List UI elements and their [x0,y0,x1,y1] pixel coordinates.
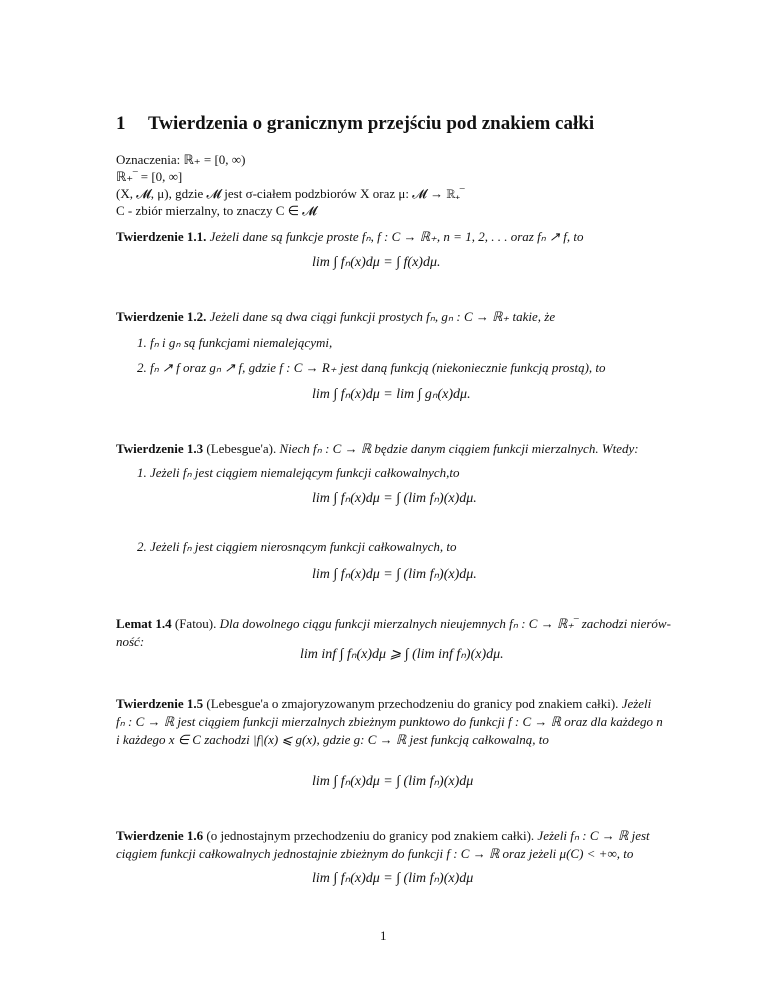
theorem-item: 1. fₙ i gₙ są funkcjami niemalejącymi, [137,335,333,350]
theorem-item: 2. Jeżeli fₙ jest ciągiem nierosnącym funkcji całkowalnych, to [137,539,457,554]
lemma-text: ność: [116,634,145,649]
theorem-1-2 [116,308,716,326]
theorem-attribution: (Lebesgue'a). [206,441,277,456]
lemma-attribution: (Fatou). [174,616,217,631]
formula-1-3-b: lim ∫ fₙ(x)dμ = ∫ (lim fₙ)(x)dμ. [312,567,477,582]
theorem-text: Jeżeli dane są funkcje proste fₙ, f : C → ℝ₊, n = 1, 2, . . . oraz fₙ ↗ f, to [209,229,584,244]
formula-1-4: lim inf ∫ fₙ(x)dμ ⩾ ∫ (lim inf fₙ)(x)dμ. [300,647,504,662]
theorem-1-6 [116,827,716,863]
notation-line: ℝ₊‾ = [0, ∞] [116,169,183,184]
formula-1-2: lim ∫ fₙ(x)dμ = lim ∫ gₙ(x)dμ. [312,387,471,402]
lemma-label: Lemat 1.4 [116,616,172,631]
section-number: 1 [116,113,126,134]
theorem-attribution: (Lebesgue'a o zmajoryzowanym przechodzeniu do granicy pod znakiem całki). [206,696,619,711]
section-heading [116,113,594,135]
formula-1-3-a: lim ∫ fₙ(x)dμ = ∫ (lim fₙ)(x)dμ. [312,491,477,506]
section-title: Twierdzenia o granicznym przejściu pod znakiem całki [148,113,595,134]
theorem-text: Niech fₙ : C → ℝ będzie danym ciągiem funkcji mierzalnych. Wtedy: [279,441,639,456]
theorem-item: 2. fₙ ↗ f oraz gₙ ↗ f, gdzie f : C → R₊ jest daną funkcją (niekoniecznie funkcją prostą), to [137,360,606,375]
formula-1-6: lim ∫ fₙ(x)dμ = ∫ (lim fₙ)(x)dμ [312,871,474,886]
notation-line: Oznaczenia: ℝ₊ = [0, ∞) [116,152,246,167]
formula-1-5: lim ∫ fₙ(x)dμ = ∫ (lim fₙ)(x)dμ [312,774,474,789]
theorem-text: ciągiem funkcji całkowalnych jednostajnie zbieżnym do funkcji f : C → ℝ oraz jeżeli μ(C) < +∞, to [116,846,634,861]
theorem-text: Jeżeli fₙ : C → ℝ jest [537,828,650,843]
formula-1-1: lim ∫ fₙ(x)dμ = ∫ f(x)dμ. [312,255,441,270]
theorem-text: Jeżeli [621,696,652,711]
theorem-1-3 [116,440,716,458]
theorem-label: Twierdzenie 1.2. [116,309,207,324]
theorem-1-5 [116,695,716,749]
theorem-label: Twierdzenie 1.1. [116,229,207,244]
theorem-label: Twierdzenie 1.6 [116,828,204,843]
theorem-1-1 [116,228,716,246]
theorem-text: Jeżeli dane są dwa ciągi funkcji prostych fₙ, gₙ : C → ℝ₊ takie, że [209,309,556,324]
lemma-text: Dla dowolnego ciągu funkcji mierzalnych nieujemnych fₙ : C → ℝ₊‾ zachodzi nierów- [219,616,671,631]
theorem-text: i każdego x ∈ C zachodzi |f|(x) ⩽ g(x), gdzie g: C → ℝ jest funkcją całkowalną, to [116,732,549,747]
theorem-text: fₙ : C → ℝ jest ciągiem funkcji mierzalnych zbieżnym punktowo do funkcji f : C → ℝ oraz dla każdego n [116,714,663,729]
theorem-label: Twierdzenie 1.5 [116,696,204,711]
theorem-item: 1. Jeżeli fₙ jest ciągiem niemalejącym funkcji całkowalnych,to [137,465,460,480]
theorem-attribution: (o jednostajnym przechodzeniu do granicy pod znakiem całki). [206,828,535,843]
page-number: 1 [380,928,387,943]
notation-line: C - zbiór mierzalny, to znaczy C ∈ 𝓜 [116,203,317,218]
theorem-label: Twierdzenie 1.3 [116,441,204,456]
notation-line: (X, 𝓜, μ), gdzie 𝓜 jest σ-ciałem podzbiorów X oraz μ: 𝓜 → ℝ₊‾ [116,186,465,201]
